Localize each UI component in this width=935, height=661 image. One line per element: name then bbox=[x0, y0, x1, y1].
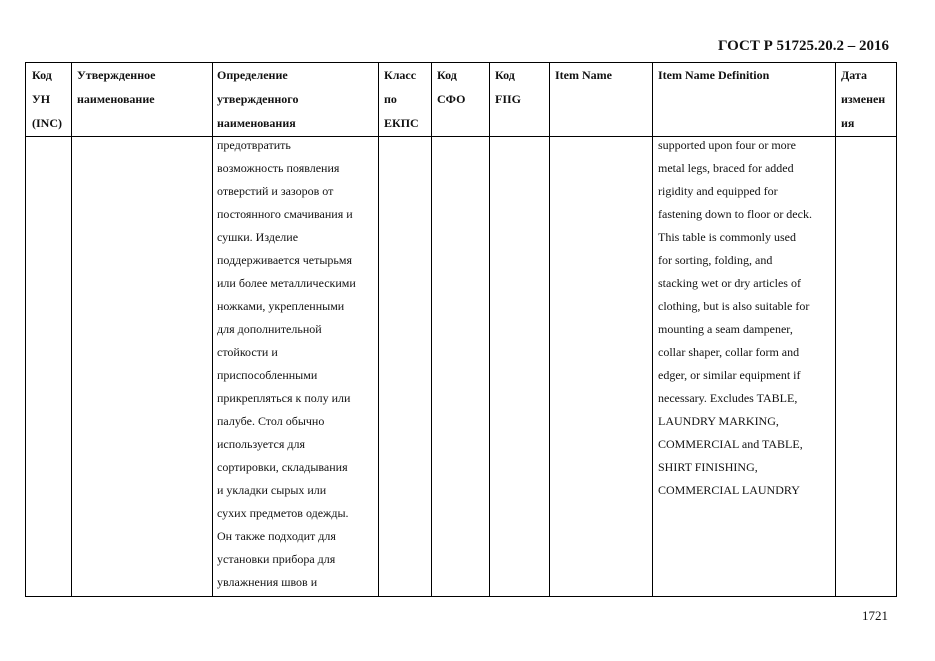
header-item-name-definition: Item Name Definition bbox=[658, 68, 770, 82]
data-table bbox=[25, 62, 897, 597]
column-divider bbox=[378, 63, 379, 596]
column-divider bbox=[549, 63, 550, 596]
document-code: ГОСТ Р 51725.20.2 – 2016 bbox=[717, 38, 889, 54]
page-number: 1721 bbox=[862, 608, 888, 623]
header-ekps-class: Класс по ЕКПС bbox=[384, 68, 419, 130]
definition-ru-cell: предотвратить возможность появления отверстий и зазоров от постоянного смачивания и сушки. Изделие поддерживается четырьмя или более металлическими ножками, укрепленными для дополнительной стойкости и приспособленными прикрепляться к полу или палубе. Стол обычно используется для сортировки, складывания и укладки сырых или сухих предметов одежды. Он также подходит для установки прибора для увлажнения швов и bbox=[217, 138, 356, 589]
header-fiig-code: Код FIIG bbox=[495, 68, 522, 106]
column-divider bbox=[212, 63, 213, 596]
header-change-date: Дата изменен ия bbox=[841, 68, 886, 130]
header-sfo-code: Код СФО bbox=[437, 68, 466, 106]
column-divider bbox=[489, 63, 490, 596]
header-approved-definition: Определение утвержденного наименования bbox=[217, 68, 299, 130]
definition-en-cell: supported upon four or more metal legs, braced for added rigidity and equipped for fastening down to floor or deck. This table is commonly used for sorting, folding, and stacking wet or dry articles of clothing, but is also suitable for mounting a seam dampener, collar shaper, collar form and edger, or similar equipment if necessary. Excludes TABLE, LAUNDRY MARKING, COMMERCIAL and TABLE, SHIRT FINISHING, COMMERCIAL LAUNDRY bbox=[658, 138, 812, 497]
column-divider bbox=[652, 63, 653, 596]
column-divider bbox=[835, 63, 836, 596]
column-divider bbox=[431, 63, 432, 596]
header-approved-name: Утвержденное наименование bbox=[77, 68, 156, 106]
header-inc-code: Код УН (INC) bbox=[32, 68, 62, 130]
header-item-name: Item Name bbox=[555, 68, 612, 82]
column-divider bbox=[71, 63, 72, 596]
